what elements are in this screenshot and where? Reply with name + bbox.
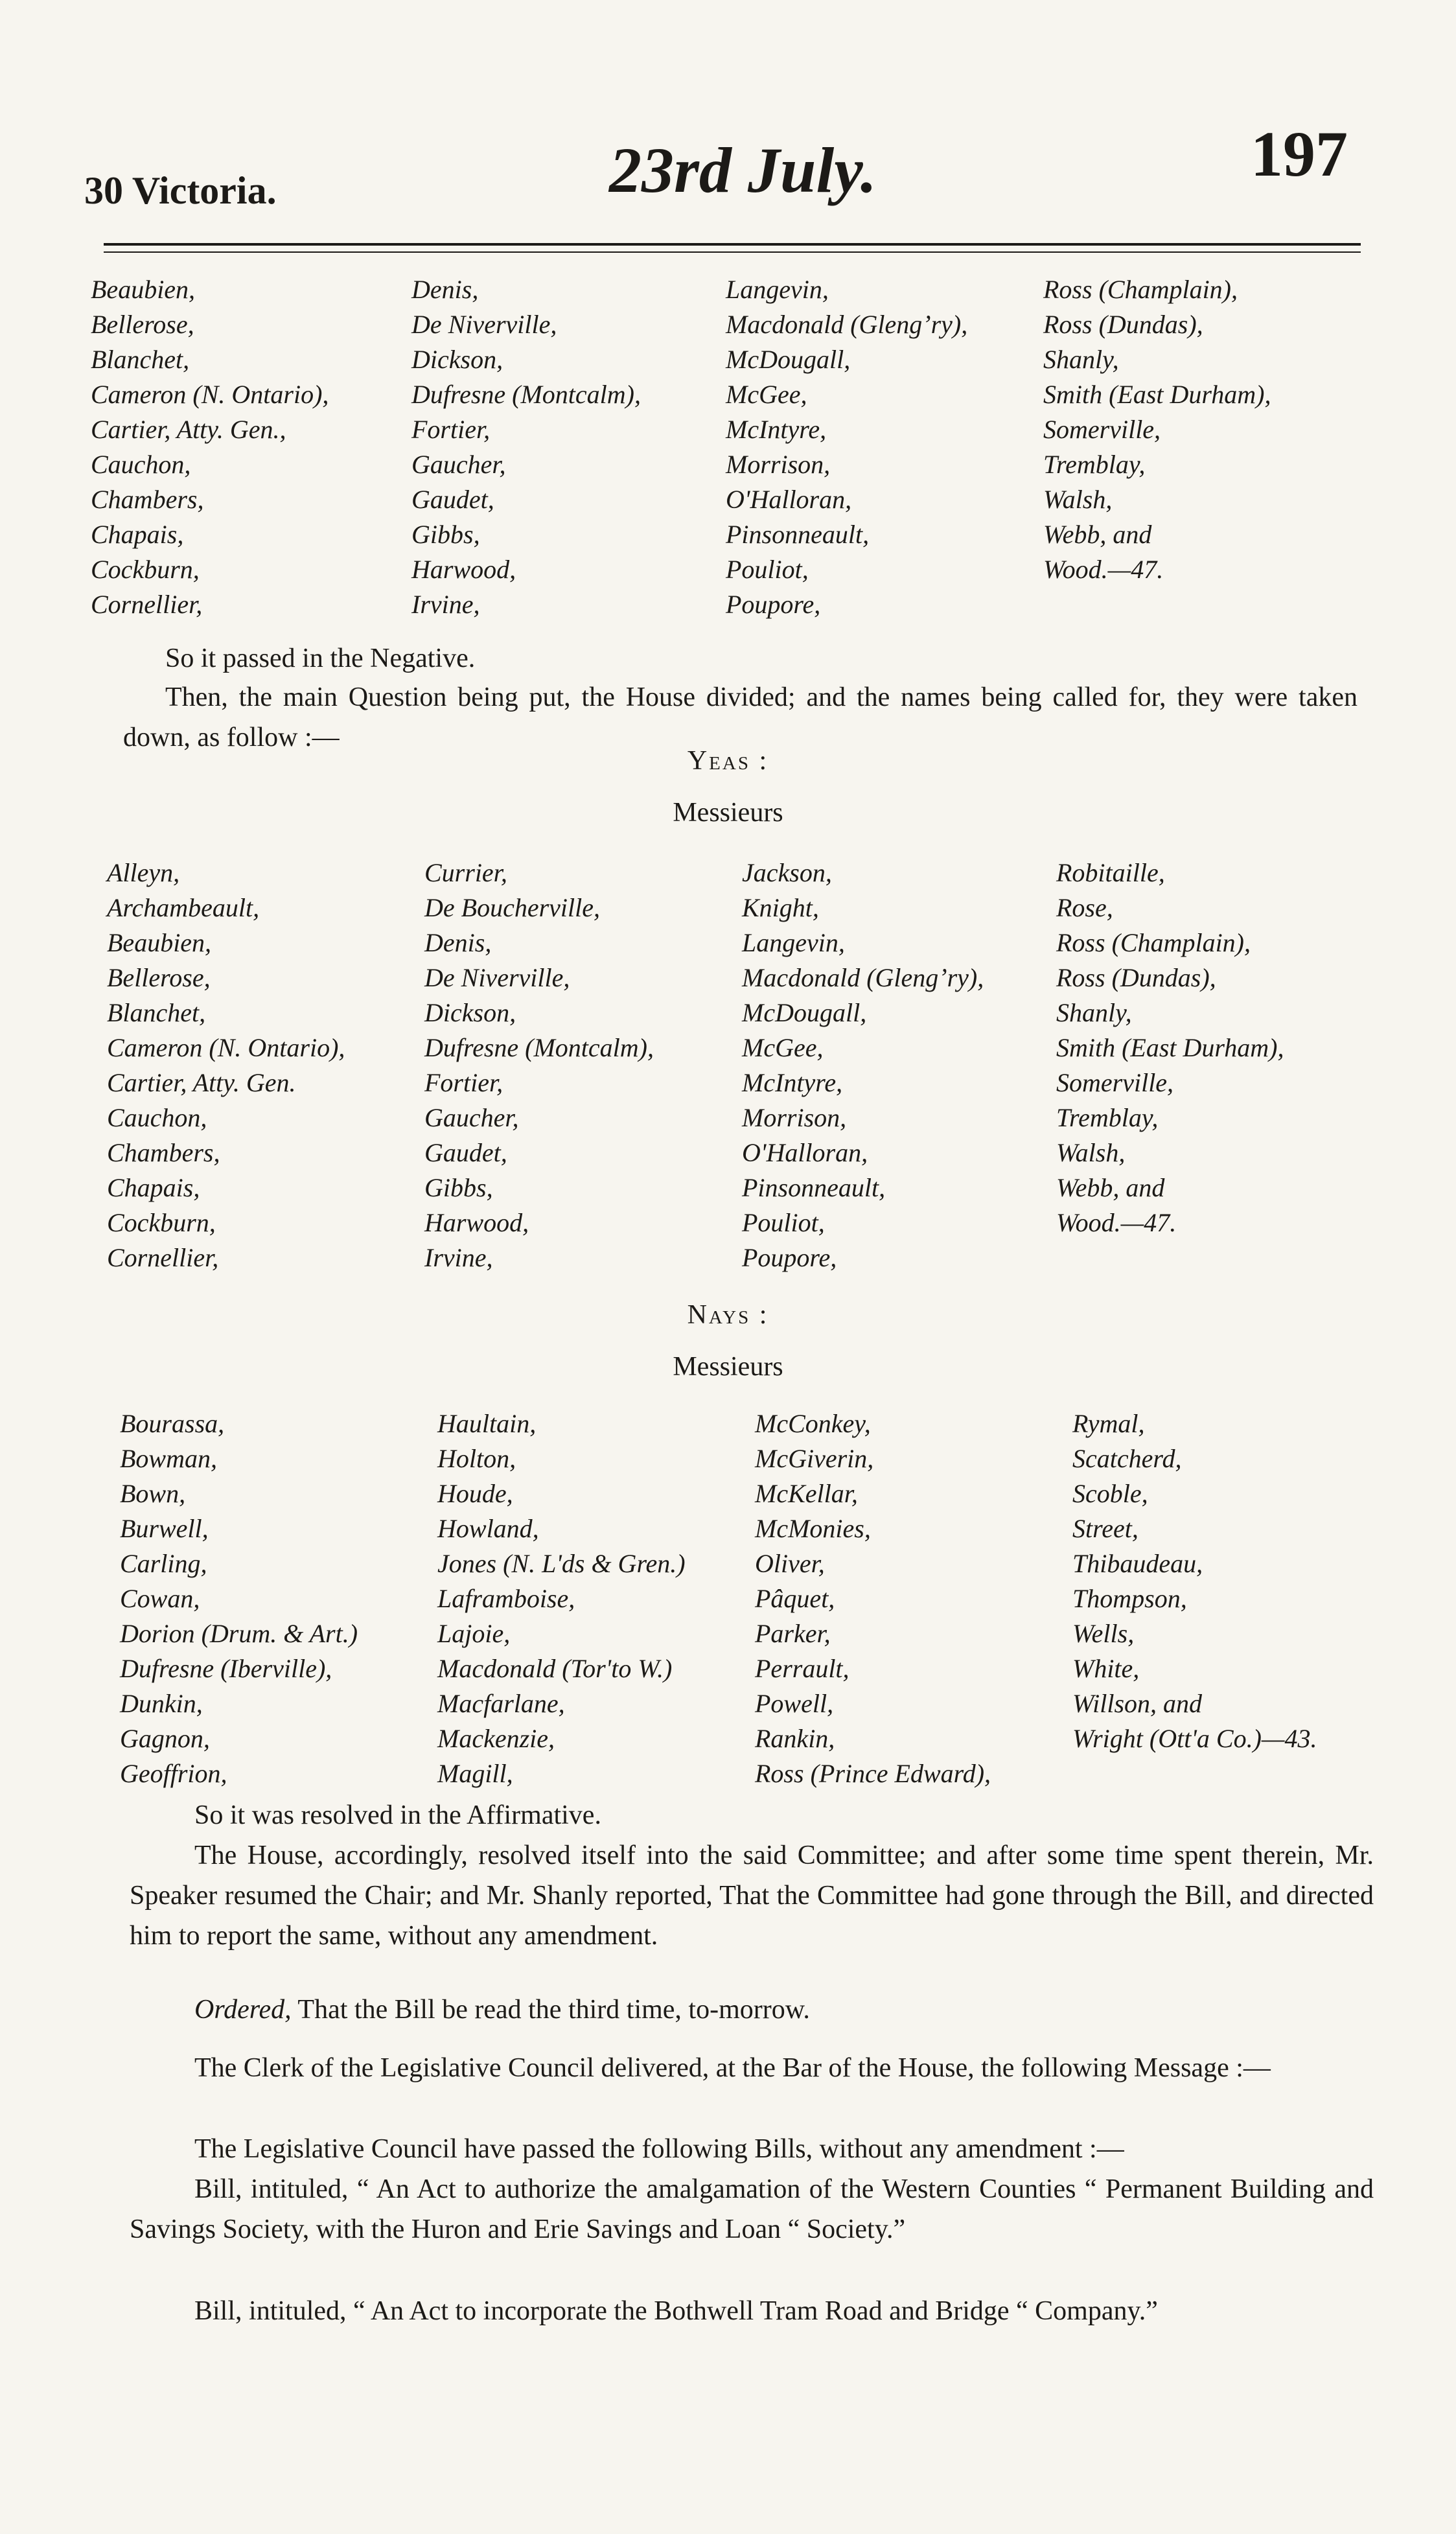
- member-name: Howland,: [437, 1514, 539, 1543]
- member-name: Macdonald (Glengʼry),: [726, 310, 968, 339]
- member-name: Chambers,: [91, 485, 204, 514]
- member-name: Currier,: [424, 858, 507, 887]
- name-column: [120, 1406, 358, 1791]
- member-name: McConkey,: [755, 1409, 871, 1438]
- member-name: Fortier,: [424, 1068, 503, 1097]
- member-name: Bourassa,: [120, 1409, 225, 1438]
- member-name: White,: [1072, 1654, 1140, 1683]
- member-name: McMonies,: [755, 1514, 871, 1543]
- member-name: Walsh,: [1043, 485, 1113, 514]
- member-name: McKellar,: [755, 1479, 858, 1508]
- name-column: [411, 272, 641, 622]
- member-name: Rymal,: [1072, 1409, 1145, 1438]
- member-name: Irvine,: [411, 590, 480, 619]
- member-name: McDougall,: [742, 998, 867, 1027]
- member-name: Wright (Ott'a Co.)—43.: [1072, 1724, 1317, 1753]
- member-name: Ross (Prince Edward),: [755, 1759, 991, 1788]
- member-name: Blanchet,: [91, 345, 190, 374]
- member-name: Poupore,: [726, 590, 821, 619]
- member-name: Langevin,: [726, 275, 829, 304]
- name-column: [437, 1406, 686, 1791]
- name-column: [742, 855, 984, 1275]
- session-label: 30 Victoria.: [84, 169, 277, 212]
- member-name: Ross (Champlain),: [1056, 928, 1251, 957]
- member-name: Pinsonneault,: [742, 1173, 886, 1202]
- member-name: Pâquet,: [755, 1584, 835, 1613]
- ordered-paragraph: [194, 1990, 1361, 2030]
- member-name: Willson, and: [1072, 1689, 1203, 1718]
- member-name: Macdonald (Tor'to W.): [437, 1654, 673, 1683]
- member-name: Morrison,: [726, 450, 831, 479]
- member-name: Irvine,: [424, 1243, 493, 1272]
- message-intro: The Clerk of the Legislative Council delivered, at the Bar of the House, the following Message :—: [194, 2053, 1271, 2083]
- member-name: O'Halloran,: [742, 1138, 868, 1167]
- member-name: Cameron (N. Ontario),: [107, 1033, 345, 1062]
- member-name: Morrison,: [742, 1103, 847, 1132]
- member-name: Dorion (Drum. & Art.): [120, 1619, 358, 1648]
- member-name: Perrault,: [755, 1654, 849, 1683]
- member-name: McGiverin,: [755, 1444, 874, 1473]
- member-name: Somerville,: [1056, 1068, 1174, 1097]
- member-name: Bown,: [120, 1479, 186, 1508]
- resolved-affirmative: So it was resolved in the Affirmative.: [194, 1800, 601, 1830]
- member-name: Gagnon,: [120, 1724, 210, 1753]
- member-name: Ross (Dundas),: [1043, 310, 1203, 339]
- member-name: Rose,: [1056, 893, 1113, 922]
- member-name: Langevin,: [742, 928, 845, 957]
- bills-passed-line: The Legislative Council have passed the following Bills, without any amendment :—: [194, 2134, 1124, 2164]
- member-name: McIntyre,: [726, 415, 827, 444]
- member-name: Knight,: [742, 893, 819, 922]
- member-name: Chambers,: [107, 1138, 220, 1167]
- member-name: Mackenzie,: [437, 1724, 555, 1753]
- name-column: [91, 272, 329, 622]
- nays-heading: Nays :: [687, 1300, 769, 1330]
- member-name: Ross (Dundas),: [1056, 963, 1216, 992]
- member-name: Dunkin,: [120, 1689, 203, 1718]
- member-name: Burwell,: [120, 1514, 209, 1543]
- member-name: McDougall,: [726, 345, 851, 374]
- member-name: McGee,: [742, 1033, 824, 1062]
- member-name: Archambeault,: [107, 893, 260, 922]
- member-name: Wood.—47.: [1043, 555, 1164, 584]
- member-name: Gaucher,: [411, 450, 506, 479]
- member-name: Alleyn,: [107, 858, 180, 887]
- member-name: Magill,: [437, 1759, 513, 1788]
- ordered-label: Ordered,: [194, 1995, 292, 2025]
- member-name: Tremblay,: [1056, 1103, 1159, 1132]
- member-name: Gibbs,: [411, 520, 480, 549]
- member-name: Oliver,: [755, 1549, 825, 1578]
- member-name: Harwood,: [411, 555, 516, 584]
- member-name: Gaudet,: [411, 485, 494, 514]
- page-number: 197: [1251, 118, 1348, 190]
- yeas-messieurs: Messieurs: [673, 798, 783, 828]
- header-rule: [104, 243, 1361, 246]
- date-heading: 23rd July.: [609, 134, 877, 206]
- member-name: Blanchet,: [107, 998, 206, 1027]
- name-column: [726, 272, 967, 622]
- member-name: Pinsonneault,: [726, 520, 870, 549]
- member-name: Macdonald (Glengʼry),: [742, 963, 984, 992]
- member-name: Denis,: [411, 275, 479, 304]
- member-name: Geoffrion,: [120, 1759, 227, 1788]
- member-name: Dufresne (Iberville),: [120, 1654, 332, 1683]
- name-column: [755, 1406, 991, 1791]
- member-name: Webb, and: [1043, 520, 1152, 549]
- bill-western-counties: Bill, intituled, “ An Act to authorize the amalgamation of the Western Counties “ Permanent Building and Savings Society, with the Huron and Erie Savings and Loan “ Society.”: [130, 2174, 1374, 2244]
- member-name: Harwood,: [424, 1208, 529, 1237]
- member-name: Smith (East Durham),: [1043, 380, 1271, 409]
- member-name: Lajoie,: [437, 1619, 511, 1648]
- member-name: Houde,: [437, 1479, 513, 1508]
- member-name: Gaudet,: [424, 1138, 507, 1167]
- passed-negative: So it passed in the Negative.: [165, 644, 476, 673]
- member-name: Cockburn,: [107, 1208, 216, 1237]
- member-name: Rankin,: [755, 1724, 835, 1753]
- name-column: [1072, 1406, 1317, 1756]
- bill-bothwell-tram: Bill, intituled, “ An Act to incorporate the Bothwell Tram Road and Bridge “ Company.”: [194, 2296, 1158, 2326]
- committee-report-paragraph: The House, accordingly, resolved itself into the said Committee; and after some time spent therein, Mr. Speaker resumed the Chair; and Mr. Shanly reported, That the Committee had gone through the Bill, and directed him to report the same, without any amendment.: [130, 1841, 1374, 1951]
- member-name: Cowan,: [120, 1584, 200, 1613]
- member-name: Cauchon,: [91, 450, 191, 479]
- member-name: Dufresne (Montcalm),: [411, 380, 641, 409]
- member-name: McIntyre,: [742, 1068, 843, 1097]
- member-name: De Boucherville,: [424, 893, 600, 922]
- member-name: Chapais,: [107, 1173, 200, 1202]
- member-name: Fortier,: [411, 415, 491, 444]
- member-name: Shanly,: [1043, 345, 1119, 374]
- member-name: Cockburn,: [91, 555, 200, 584]
- member-name: Jones (N. L'ds & Gren.): [437, 1549, 686, 1578]
- member-name: Thompson,: [1072, 1584, 1187, 1613]
- member-name: Bellerose,: [107, 963, 211, 992]
- member-name: Robitaille,: [1056, 858, 1165, 887]
- member-name: Cauchon,: [107, 1103, 207, 1132]
- member-name: Cartier, Atty. Gen.: [107, 1068, 296, 1097]
- name-column: [424, 855, 654, 1275]
- nays-messieurs: Messieurs: [673, 1352, 783, 1382]
- member-name: Ross (Champlain),: [1043, 275, 1238, 304]
- member-name: McGee,: [726, 380, 807, 409]
- member-name: Pouliot,: [742, 1208, 825, 1237]
- member-name: Parker,: [755, 1619, 831, 1648]
- member-name: Cornellier,: [107, 1243, 219, 1272]
- name-column: [1056, 855, 1284, 1240]
- name-column: [107, 855, 345, 1275]
- member-name: Bellerose,: [91, 310, 194, 339]
- member-name: Tremblay,: [1043, 450, 1146, 479]
- page-header: [84, 97, 1374, 227]
- member-name: Wells,: [1072, 1619, 1135, 1648]
- member-name: Dickson,: [411, 345, 503, 374]
- ordered-text: That the Bill be read the third time, to-morrow.: [291, 1995, 810, 2025]
- member-name: Wood.—47.: [1056, 1208, 1177, 1237]
- member-name: Bowman,: [120, 1444, 217, 1473]
- member-name: Scoble,: [1072, 1479, 1148, 1508]
- member-name: Chapais,: [91, 520, 184, 549]
- member-name: Holton,: [437, 1444, 516, 1473]
- member-name: De Niverville,: [424, 963, 570, 992]
- member-name: Cartier, Atty. Gen.,: [91, 415, 286, 444]
- member-name: Carling,: [120, 1549, 207, 1578]
- member-name: Thibaudeau,: [1072, 1549, 1203, 1578]
- member-name: Denis,: [424, 928, 492, 957]
- member-name: Shanly,: [1056, 998, 1132, 1027]
- member-name: Scatcherd,: [1072, 1444, 1182, 1473]
- member-name: Smith (East Durham),: [1056, 1033, 1284, 1062]
- member-name: Powell,: [755, 1689, 834, 1718]
- member-name: Laframboise,: [437, 1584, 575, 1613]
- member-name: Webb, and: [1056, 1173, 1165, 1202]
- member-name: Beaubien,: [91, 275, 196, 304]
- member-name: O'Halloran,: [726, 485, 852, 514]
- member-name: Macfarlane,: [437, 1689, 565, 1718]
- member-name: Jackson,: [742, 858, 832, 887]
- member-name: Cornellier,: [91, 590, 203, 619]
- member-name: De Niverville,: [411, 310, 557, 339]
- main-question-paragraph: Then, the main Question being put, the House divided; and the names being called for, they were taken down, as follow :—: [123, 682, 1358, 752]
- yeas-heading: Yeas :: [687, 746, 769, 776]
- member-name: Somerville,: [1043, 415, 1161, 444]
- member-name: Haultain,: [437, 1409, 537, 1438]
- member-name: Dufresne (Montcalm),: [424, 1033, 654, 1062]
- member-name: Poupore,: [742, 1243, 837, 1272]
- name-column: [1043, 272, 1271, 587]
- member-name: Beaubien,: [107, 928, 212, 957]
- member-name: Walsh,: [1056, 1138, 1126, 1167]
- member-name: Gaucher,: [424, 1103, 519, 1132]
- member-name: Gibbs,: [424, 1173, 493, 1202]
- member-name: Dickson,: [424, 998, 516, 1027]
- header-rule-thin: [104, 251, 1361, 253]
- member-name: Cameron (N. Ontario),: [91, 380, 329, 409]
- member-name: Street,: [1072, 1514, 1138, 1543]
- member-name: Pouliot,: [726, 555, 809, 584]
